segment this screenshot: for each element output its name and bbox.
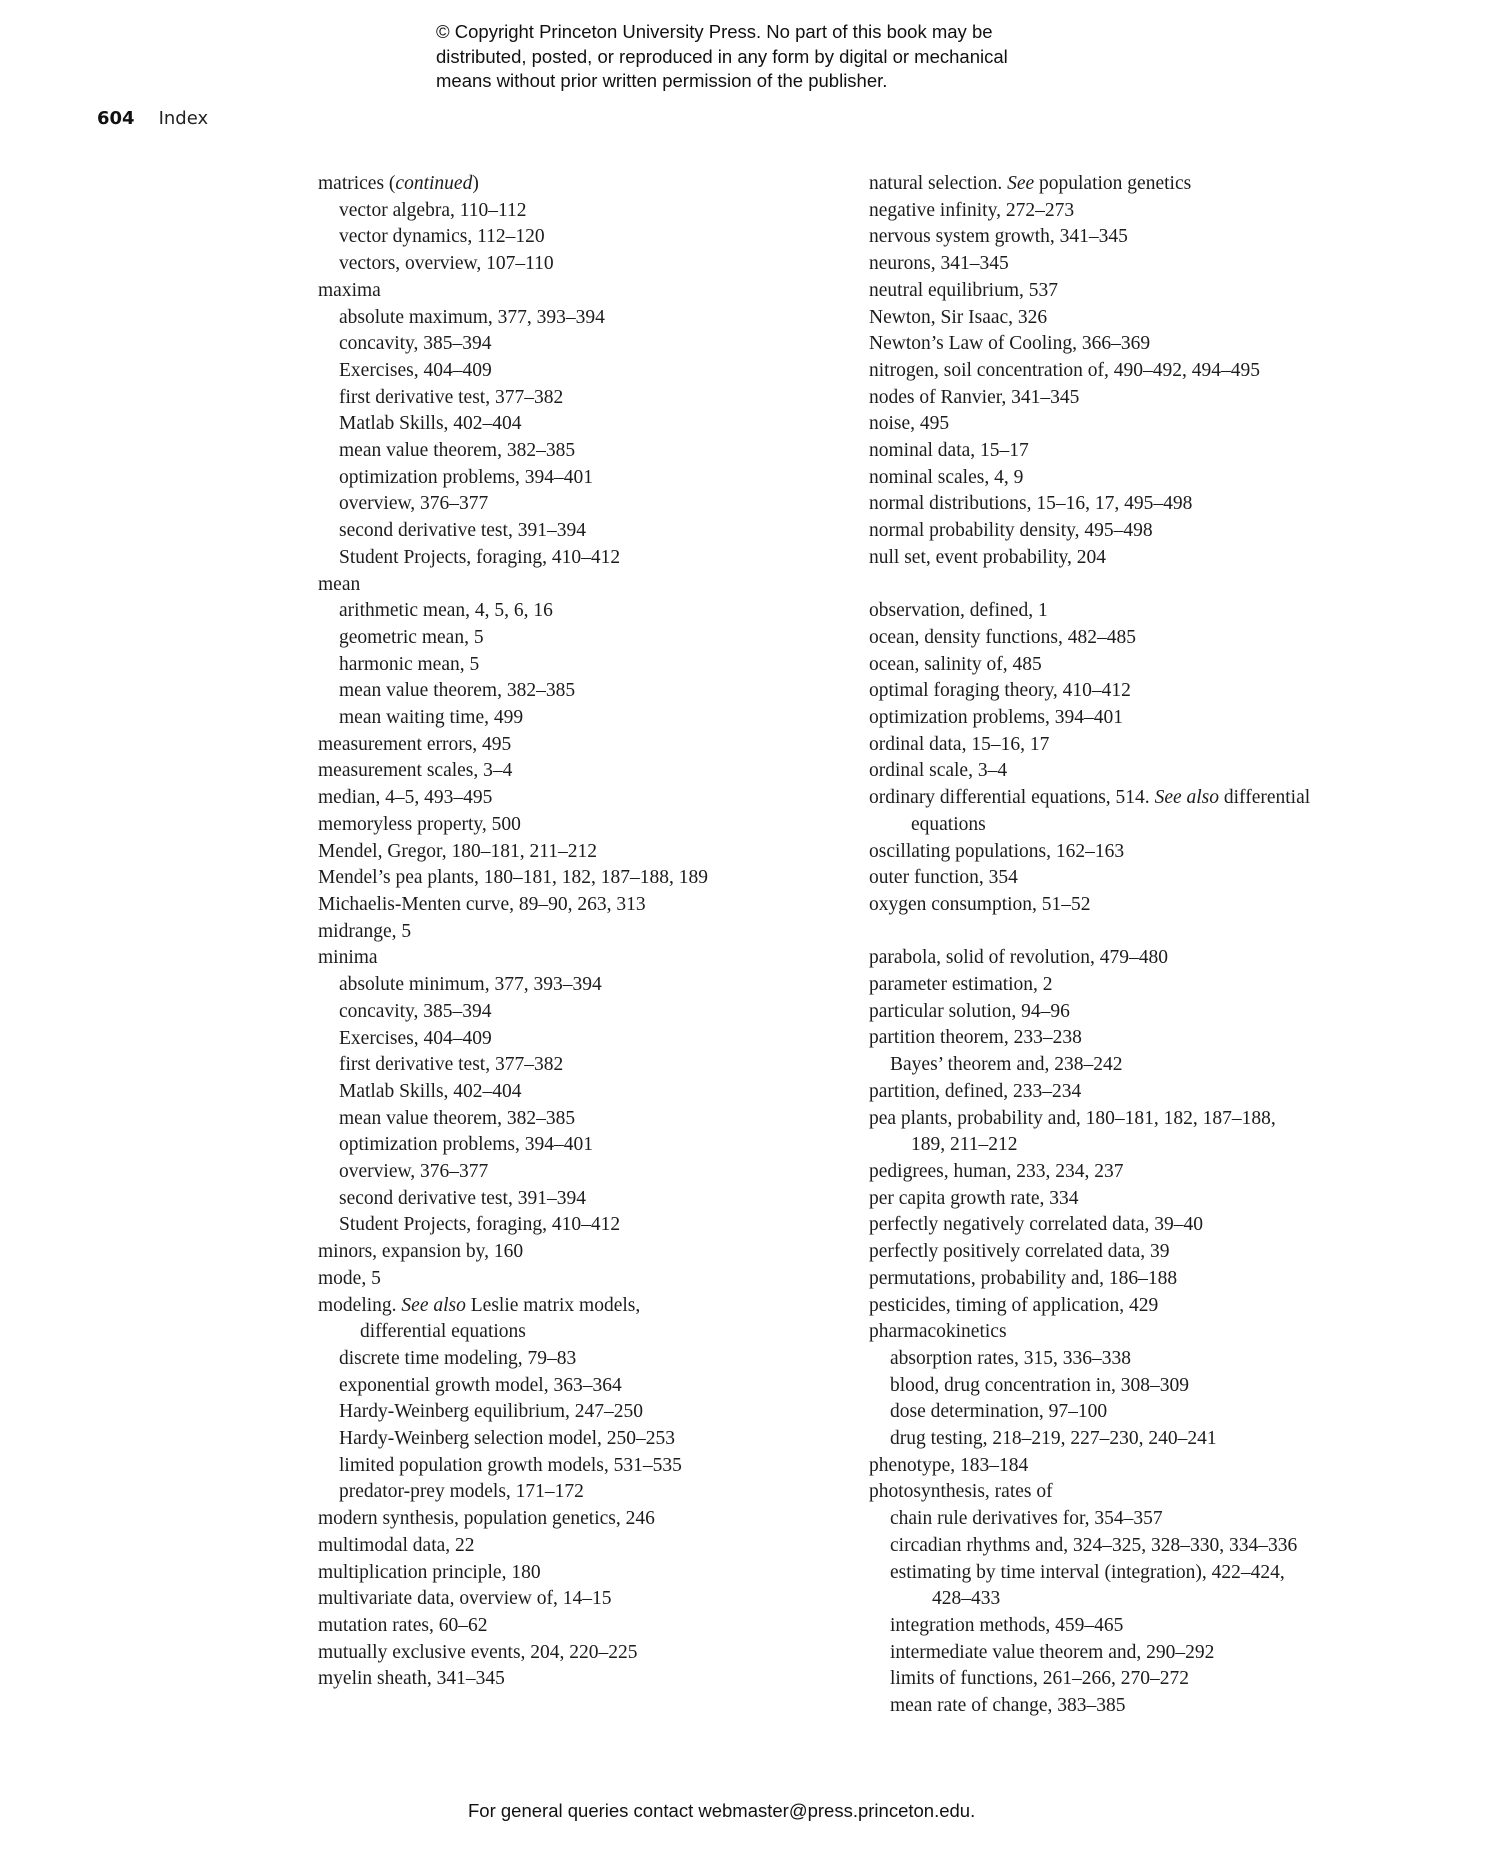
- index-subentry: [318, 331, 838, 358]
- index-entry: [869, 705, 1429, 732]
- index-entry: [318, 865, 838, 892]
- entry-text: myelin sheath, 341–345: [318, 1668, 505, 1690]
- entry-text-tail: Leslie matrix models,: [465, 1294, 641, 1316]
- entry-text: perfectly negatively correlated data, 39–40: [869, 1214, 1204, 1236]
- index-subentry: [318, 1132, 838, 1159]
- entry-text: measurement errors, 495: [318, 733, 512, 755]
- index-entry: [318, 1666, 838, 1693]
- index-subentry: [318, 385, 838, 412]
- section-gap: [869, 572, 1429, 599]
- entry-text: outer function, 354: [869, 867, 1018, 889]
- entry-text: multiplication principle, 180: [318, 1561, 541, 1583]
- index-entry: [869, 518, 1429, 545]
- index-entry: [869, 598, 1429, 625]
- index-entry: [869, 758, 1429, 785]
- entry-text: Student Projects, foraging, 410–412: [339, 546, 621, 568]
- index-entry: [869, 358, 1429, 385]
- entry-text: mutation rates, 60–62: [318, 1614, 488, 1636]
- index-entry: [318, 1239, 838, 1266]
- entry-text: optimization problems, 394–401: [339, 1134, 594, 1156]
- index-subentry: [318, 1426, 838, 1453]
- entry-text: circadian rhythms and, 324–325, 328–330, 334–336: [890, 1534, 1298, 1556]
- entry-text: oxygen consumption, 51–52: [869, 893, 1091, 915]
- entry-text: noise, 495: [869, 413, 950, 435]
- index-entry: [869, 465, 1429, 492]
- index-column-left: [318, 171, 838, 1693]
- index-subentry: [318, 598, 838, 625]
- entry-text: neurons, 341–345: [869, 253, 1009, 275]
- entry-text: limited population growth models, 531–535: [339, 1454, 682, 1476]
- entry-text: ocean, density functions, 482–485: [869, 626, 1136, 648]
- index-entry: [318, 732, 838, 759]
- index-entry: [318, 572, 838, 599]
- index-subentry: [318, 678, 838, 705]
- entry-text: mean: [318, 573, 361, 595]
- index-entry-continuation: [318, 1319, 838, 1346]
- entry-text: Hardy-Weinberg selection model, 250–253: [339, 1428, 675, 1450]
- index-subentry: [318, 1186, 838, 1213]
- entry-text: Hardy-Weinberg equilibrium, 247–250: [339, 1401, 644, 1423]
- entry-cross-reference: continued: [395, 173, 473, 194]
- index-entry: [318, 1293, 838, 1320]
- index-entry: [869, 411, 1429, 438]
- entry-text: ocean, salinity of, 485: [869, 653, 1042, 675]
- index-subentry: [869, 1346, 1429, 1373]
- index-entry: [869, 331, 1429, 358]
- entry-text: minima: [318, 947, 378, 969]
- entry-text: nervous system growth, 341–345: [869, 226, 1128, 248]
- index-subentry: [318, 251, 838, 278]
- entry-text: modeling.: [318, 1294, 402, 1316]
- index-entry: [869, 171, 1429, 198]
- index-entry: [869, 278, 1429, 305]
- index-subentry: [318, 198, 838, 225]
- index-entry: [318, 1506, 838, 1533]
- entry-text: Student Projects, foraging, 410–412: [339, 1214, 621, 1236]
- index-subentry: [318, 491, 838, 518]
- page-number: 604: [97, 108, 135, 129]
- entry-text: pedigrees, human, 233, 234, 237: [869, 1160, 1124, 1182]
- index-subentry: [318, 1079, 838, 1106]
- index-entry: [318, 1266, 838, 1293]
- entry-text: mutually exclusive events, 204, 220–225: [318, 1641, 638, 1663]
- index-entry: [869, 892, 1429, 919]
- entry-text: normal distributions, 15–16, 17, 495–498: [869, 493, 1193, 515]
- index-subentry: [318, 1026, 838, 1053]
- index-entry: [869, 1293, 1429, 1320]
- entry-text: parameter estimation, 2: [869, 974, 1053, 996]
- entry-text: differential equations: [360, 1321, 526, 1343]
- index-subentry: [318, 652, 838, 679]
- index-subentry: [318, 1212, 838, 1239]
- index-subentry: [318, 305, 838, 332]
- entry-cross-reference: See: [1007, 173, 1035, 194]
- index-subentry: [318, 1106, 838, 1133]
- index-entry: [869, 251, 1429, 278]
- entry-text: overview, 376–377: [339, 493, 489, 515]
- index-subentry: [869, 1666, 1429, 1693]
- index-entry-continuation: [869, 1586, 1429, 1613]
- index-entry: [869, 625, 1429, 652]
- entry-text: Michaelis-Menten curve, 89–90, 263, 313: [318, 893, 646, 915]
- entry-text: modern synthesis, population genetics, 246: [318, 1508, 655, 1530]
- index-entry-continuation: [869, 812, 1429, 839]
- entry-text: photosynthesis, rates of: [869, 1481, 1053, 1503]
- section-title: Index: [158, 108, 209, 129]
- entry-text: matrices (: [318, 173, 396, 194]
- entry-text: measurement scales, 3–4: [318, 760, 513, 782]
- index-entry: [869, 438, 1429, 465]
- index-subentry: [318, 1052, 838, 1079]
- index-subentry: [869, 1373, 1429, 1400]
- entry-text: pharmacokinetics: [869, 1321, 1007, 1343]
- entry-text: ordinal data, 15–16, 17: [869, 733, 1050, 755]
- entry-text: partition theorem, 233–238: [869, 1027, 1082, 1049]
- index-subentry: [318, 438, 838, 465]
- index-entry: [318, 1640, 838, 1667]
- index-entry: [869, 1319, 1429, 1346]
- entry-text: oscillating populations, 162–163: [869, 840, 1125, 862]
- entry-text: multivariate data, overview of, 14–15: [318, 1588, 612, 1610]
- footer-contact: For general queries contact webmaster@press.princeton.edu.: [468, 1800, 976, 1821]
- index-subentry: [869, 1560, 1429, 1587]
- index-entry: [318, 171, 838, 198]
- entry-text: natural selection.: [869, 173, 1008, 194]
- index-subentry: [318, 358, 838, 385]
- entry-text: phenotype, 183–184: [869, 1454, 1029, 1476]
- index-subentry: [318, 1453, 838, 1480]
- entry-text: memoryless property, 500: [318, 813, 521, 835]
- entry-text: maxima: [318, 279, 381, 301]
- index-entry: [869, 1186, 1429, 1213]
- index-subentry: [869, 1613, 1429, 1640]
- entry-text: ordinary differential equations, 514.: [869, 787, 1155, 809]
- entry-text: Exercises, 404–409: [339, 359, 492, 381]
- index-subentry: [869, 1693, 1429, 1720]
- entry-text: chain rule derivatives for, 354–357: [890, 1508, 1163, 1530]
- entry-text: predator-prey models, 171–172: [339, 1481, 584, 1503]
- index-entry: [869, 1239, 1429, 1266]
- entry-text: permutations, probability and, 186–188: [869, 1267, 1178, 1289]
- entry-text: nominal scales, 4, 9: [869, 466, 1024, 488]
- entry-text: normal probability density, 495–498: [869, 520, 1153, 542]
- entry-text-tail: population genetics: [1034, 173, 1192, 194]
- index-subentry: [318, 1399, 838, 1426]
- entry-text: per capita growth rate, 334: [869, 1187, 1079, 1209]
- index-entry: [318, 812, 838, 839]
- copyright-line: distributed, posted, or reproduced in any form by digital or mechanical: [436, 45, 1008, 67]
- entry-text: optimization problems, 394–401: [869, 707, 1124, 729]
- entry-text: Matlab Skills, 402–404: [339, 1080, 522, 1102]
- entry-text: pea plants, probability and, 180–181, 182, 187–188,: [869, 1107, 1276, 1129]
- entry-text: exponential growth model, 363–364: [339, 1374, 622, 1396]
- index-subentry: [318, 705, 838, 732]
- entry-text: optimal foraging theory, 410–412: [869, 680, 1131, 702]
- entry-text: particular solution, 94–96: [869, 1000, 1070, 1022]
- index-entry: [318, 919, 838, 946]
- entry-text: nominal data, 15–17: [869, 440, 1029, 462]
- index-entry: [869, 1266, 1429, 1293]
- entry-text: Newton, Sir Isaac, 326: [869, 306, 1048, 328]
- index-entry: [318, 1586, 838, 1613]
- index-subentry: [318, 411, 838, 438]
- entry-text: vector algebra, 110–112: [339, 199, 527, 221]
- index-subentry: [869, 1506, 1429, 1533]
- index-entry: [869, 972, 1429, 999]
- index-entry: [869, 545, 1429, 572]
- entry-cross-reference: See also: [401, 1294, 466, 1316]
- entry-text: pesticides, timing of application, 429: [869, 1294, 1159, 1316]
- entry-text: observation, defined, 1: [869, 600, 1048, 622]
- index-entry: [318, 1560, 838, 1587]
- section-gap: [869, 919, 1429, 946]
- entry-text: blood, drug concentration in, 308–309: [890, 1374, 1189, 1396]
- entry-text: multimodal data, 22: [318, 1534, 475, 1556]
- index-entry: [869, 305, 1429, 332]
- copyright-notice: [436, 20, 1136, 94]
- entry-cross-reference: See also: [1154, 787, 1220, 809]
- entry-text: nitrogen, soil concentration of, 490–492, 494–495: [869, 359, 1261, 381]
- index-entry: [869, 491, 1429, 518]
- index-entry: [869, 678, 1429, 705]
- index-subentry: [318, 625, 838, 652]
- index-entry: [318, 785, 838, 812]
- index-subentry: [318, 1479, 838, 1506]
- entry-text: absolute minimum, 377, 393–394: [339, 974, 602, 996]
- index-subentry: [318, 1346, 838, 1373]
- index-entry-continuation: [869, 1132, 1429, 1159]
- entry-text: geometric mean, 5: [339, 626, 484, 648]
- copyright-line: © Copyright Princeton University Press. No part of this book may be: [436, 21, 993, 42]
- index-entry: [869, 224, 1429, 251]
- entry-text: optimization problems, 394–401: [339, 466, 594, 488]
- entry-text: arithmetic mean, 4, 5, 6, 16: [339, 600, 553, 622]
- entry-text: mean rate of change, 383–385: [890, 1695, 1126, 1717]
- entry-text: concavity, 385–394: [339, 333, 492, 355]
- entry-text: dose determination, 97–100: [890, 1401, 1108, 1423]
- entry-text: mode, 5: [318, 1267, 381, 1289]
- index-entry: [869, 198, 1429, 225]
- index-entry: [869, 865, 1429, 892]
- index-entry: [869, 839, 1429, 866]
- index-entry: [869, 1212, 1429, 1239]
- index-entry: [869, 1079, 1429, 1106]
- entry-text: second derivative test, 391–394: [339, 520, 586, 542]
- entry-text: Newton’s Law of Cooling, 366–369: [869, 333, 1151, 355]
- entry-text: limits of functions, 261–266, 270–272: [890, 1668, 1189, 1690]
- entry-text: harmonic mean, 5: [339, 653, 480, 675]
- entry-text: equations: [911, 813, 986, 835]
- index-entry: [869, 652, 1429, 679]
- index-subentry: [318, 999, 838, 1026]
- index-subentry: [869, 1533, 1429, 1560]
- index-entry: [869, 1479, 1429, 1506]
- entry-text-tail: ): [472, 173, 479, 194]
- index-entry: [318, 758, 838, 785]
- index-subentry: [869, 1399, 1429, 1426]
- entry-text: minors, expansion by, 160: [318, 1241, 524, 1263]
- entry-text: mean value theorem, 382–385: [339, 1107, 576, 1129]
- index-entry: [318, 892, 838, 919]
- entry-text: second derivative test, 391–394: [339, 1187, 586, 1209]
- index-subentry: [318, 1373, 838, 1400]
- entry-text: neutral equilibrium, 537: [869, 279, 1059, 301]
- entry-text: perfectly positively correlated data, 39: [869, 1241, 1170, 1263]
- entry-text: first derivative test, 377–382: [339, 1054, 564, 1076]
- index-entry: [869, 1106, 1429, 1133]
- index-entry: [869, 945, 1429, 972]
- index-column-right: [869, 171, 1429, 1720]
- entry-text: integration methods, 459–465: [890, 1614, 1124, 1636]
- copyright-line: means without prior written permission of the publisher.: [436, 70, 888, 91]
- entry-text: absolute maximum, 377, 393–394: [339, 306, 605, 328]
- running-head: [97, 108, 208, 129]
- entry-text: Exercises, 404–409: [339, 1027, 492, 1049]
- index-entry: [869, 1453, 1429, 1480]
- entry-text: Matlab Skills, 402–404: [339, 413, 522, 435]
- index-entry: [869, 385, 1429, 412]
- index-entry: [318, 278, 838, 305]
- entry-text: vectors, overview, 107–110: [339, 253, 554, 275]
- index-subentry: [869, 1426, 1429, 1453]
- entry-text: vector dynamics, 112–120: [339, 226, 545, 248]
- entry-text: discrete time modeling, 79–83: [339, 1347, 577, 1369]
- index-entry: [318, 839, 838, 866]
- index-subentry: [869, 1640, 1429, 1667]
- entry-text: mean value theorem, 382–385: [339, 440, 576, 462]
- entry-text: null set, event probability, 204: [869, 546, 1107, 568]
- index-subentry: [318, 972, 838, 999]
- entry-text: nodes of Ranvier, 341–345: [869, 386, 1080, 408]
- entry-text: ordinal scale, 3–4: [869, 760, 1008, 782]
- index-subentry: [318, 518, 838, 545]
- index-subentry: [318, 224, 838, 251]
- index-entry: [869, 1159, 1429, 1186]
- entry-text: Mendel’s pea plants, 180–181, 182, 187–188, 189: [318, 867, 708, 889]
- index-subentry: [318, 545, 838, 572]
- entry-text: overview, 376–377: [339, 1161, 489, 1183]
- index-entry: [318, 945, 838, 972]
- index-entry: [318, 1533, 838, 1560]
- entry-text: parabola, solid of revolution, 479–480: [869, 947, 1168, 969]
- index-entry: [869, 785, 1429, 812]
- entry-text: first derivative test, 377–382: [339, 386, 564, 408]
- index-subentry: [869, 1052, 1429, 1079]
- entry-text: estimating by time interval (integration), 422–424,: [890, 1561, 1285, 1583]
- entry-text-tail: differential: [1219, 787, 1311, 809]
- entry-text: partition, defined, 233–234: [869, 1080, 1082, 1102]
- entry-text: median, 4–5, 493–495: [318, 787, 493, 809]
- index-entry: [869, 1025, 1429, 1052]
- index-subentry: [318, 465, 838, 492]
- entry-text: 189, 211–212: [911, 1134, 1018, 1156]
- entry-text: negative infinity, 272–273: [869, 199, 1075, 221]
- entry-text: Bayes’ theorem and, 238–242: [890, 1054, 1123, 1076]
- entry-text: drug testing, 218–219, 227–230, 240–241: [890, 1428, 1217, 1450]
- index-entry: [869, 732, 1429, 759]
- index-subentry: [318, 1159, 838, 1186]
- index-entry: [869, 999, 1429, 1026]
- entry-text: mean value theorem, 382–385: [339, 680, 576, 702]
- entry-text: 428–433: [932, 1588, 1001, 1610]
- entry-text: Mendel, Gregor, 180–181, 211–212: [318, 840, 598, 862]
- entry-text: absorption rates, 315, 336–338: [890, 1347, 1132, 1369]
- entry-text: mean waiting time, 499: [339, 707, 524, 729]
- entry-text: intermediate value theorem and, 290–292: [890, 1641, 1215, 1663]
- entry-text: midrange, 5: [318, 920, 412, 942]
- index-entry: [318, 1613, 838, 1640]
- entry-text: concavity, 385–394: [339, 1000, 492, 1022]
